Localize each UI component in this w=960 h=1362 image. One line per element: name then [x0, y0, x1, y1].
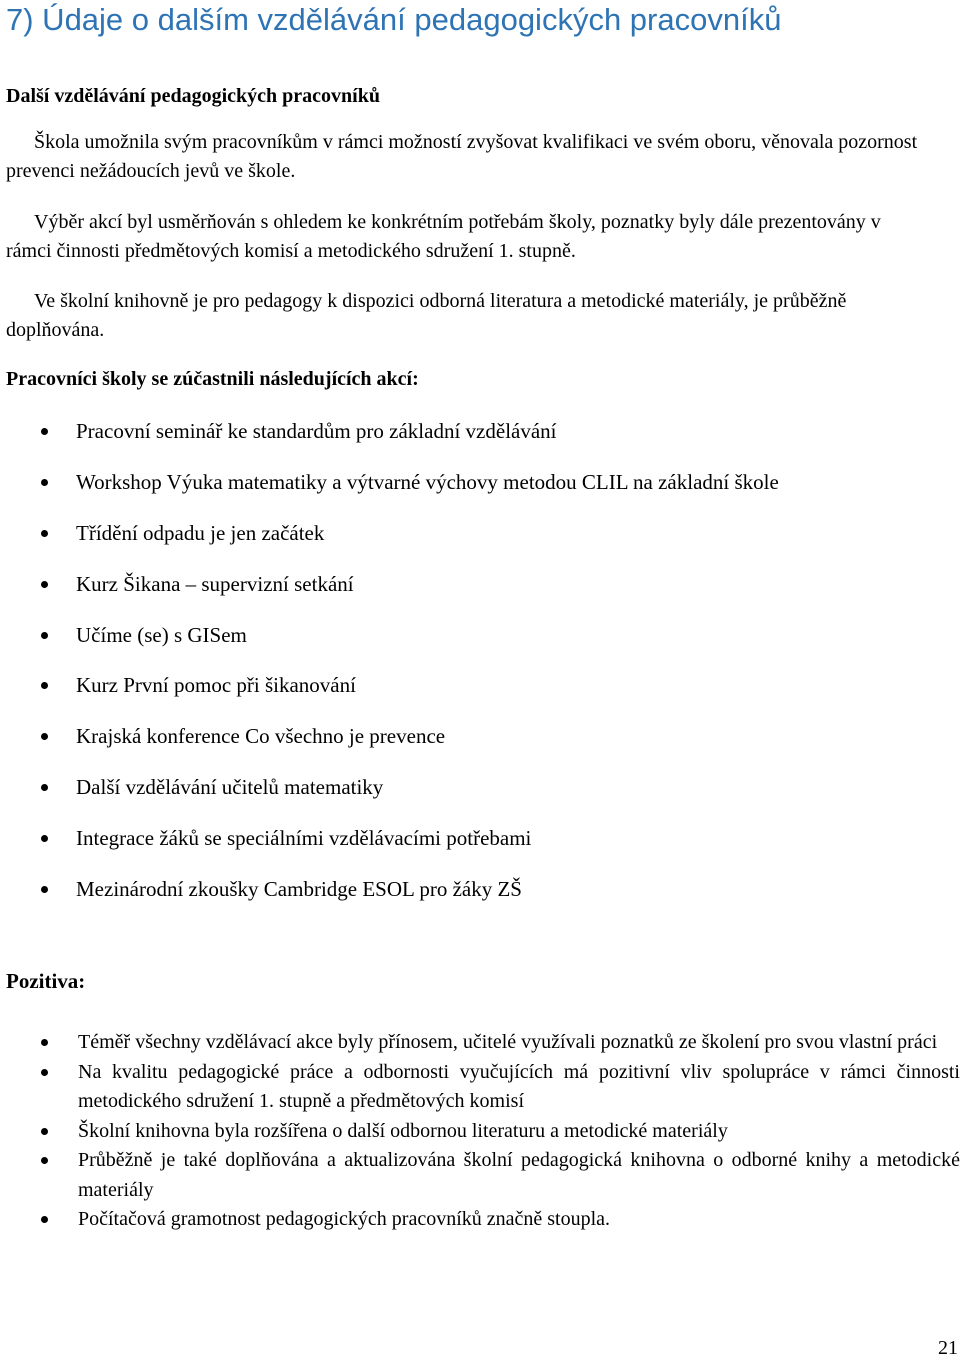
bullet-icon [41, 784, 48, 791]
list-item [0, 723, 920, 774]
event-label: Mezinárodní zkoušky Cambridge ESOL pro žáky ZŠ [76, 877, 522, 902]
subsection-title: Další vzdělávání pedagogických pracovníků [6, 85, 380, 107]
pozitiva-text: Školní knihovna byla rozšířena o další odbornou literaturu a metodické materiály [78, 1119, 728, 1142]
bullet-icon [41, 1216, 48, 1223]
event-label: Další vzdělávání učitelů matematiky [76, 775, 384, 800]
bullet-icon [41, 1039, 48, 1046]
pozitiva-text: Téměř všechny vzdělávací akce byly přínosem, učitelé využívali poznatků ze školení pro svou vlastní práci [78, 1031, 938, 1053]
paragraph-qualification: Škola umožnila svým pracovníkům v rámci možností zvyšovat kvalifikaci ve svém oboru, věnovala pozornost prevenci nežádoucích jevů ve škole. [6, 131, 918, 182]
bullet-icon [41, 428, 48, 435]
pozitiva-text: Na kvalitu pedagogické práce a odbornosti vyučujících má pozitivní vliv spolupráce v rámci činnosti metodického sdružení 1. stupně a předmětových komisí [78, 1060, 960, 1112]
paragraph-library: Ve školní knihovně je pro pedagogy k dispozici odborná literatura a metodické materiály, je průběžně doplňována. [6, 290, 847, 341]
events-list [0, 418, 920, 927]
event-label: Kurz Šikana – supervizní setkání [76, 571, 354, 596]
event-label: Krajská konference Co všechno je prevence [76, 724, 446, 749]
list-item [0, 1058, 960, 1117]
pozitiva-text: Počítačová gramotnost pedagogických pracovníků značně stoupla. [78, 1208, 611, 1230]
list-item [0, 1146, 960, 1205]
pozitiva-text: Průběžně je také doplňována a aktualizována školní pedagogická knihovna o odborné knihy a metodické materiály [78, 1149, 960, 1201]
events-intro: Pracovníci školy se zúčastnili následujících akcí: [6, 368, 419, 390]
list-item [0, 1028, 960, 1058]
bullet-icon [41, 733, 48, 740]
list-item [0, 1117, 960, 1147]
page-heading: 7) Údaje o dalším vzdělávání pedagogických pracovníků [6, 2, 782, 37]
bullet-icon [41, 530, 48, 537]
event-label: Třídění odpadu je jen začátek [76, 520, 325, 545]
pozitiva-list [0, 1028, 960, 1235]
event-label: Učíme (se) s GISem [76, 622, 247, 647]
list-item [0, 1205, 960, 1235]
paragraph-event-selection: Výběr akcí byl usměrňován s ohledem ke konkrétním potřebám školy, poznatky byly dále prezentovány v rámci činnosti předmětových komisí a metodického sdružení 1. stupně. [6, 211, 881, 262]
bullet-icon [41, 835, 48, 842]
bullet-icon [41, 886, 48, 893]
bullet-icon [41, 632, 48, 639]
list-item [0, 571, 920, 622]
bullet-icon [41, 1128, 48, 1135]
list-item [0, 876, 920, 927]
event-label: Workshop Výuka matematiky a výtvarné výchovy metodou CLIL na základní škole [76, 469, 779, 494]
list-item [0, 469, 920, 520]
bullet-icon [41, 581, 48, 588]
list-item [0, 672, 920, 723]
bullet-icon [41, 1069, 48, 1076]
list-item [0, 418, 920, 469]
list-item [0, 825, 920, 876]
list-item [0, 774, 920, 825]
list-item [0, 520, 920, 571]
bullet-icon [41, 682, 48, 689]
bullet-icon [41, 1157, 48, 1164]
page-number: 21 [938, 1337, 958, 1359]
pozitiva-title: Pozitiva: [6, 969, 86, 993]
event-label: Integrace žáků se speciálními vzdělávacími potřebami [76, 826, 532, 851]
event-label: Kurz První pomoc při šikanování [76, 673, 356, 698]
bullet-icon [41, 479, 48, 486]
event-label: Pracovní seminář ke standardům pro základní vzdělávání [76, 419, 557, 443]
list-item [0, 622, 920, 673]
